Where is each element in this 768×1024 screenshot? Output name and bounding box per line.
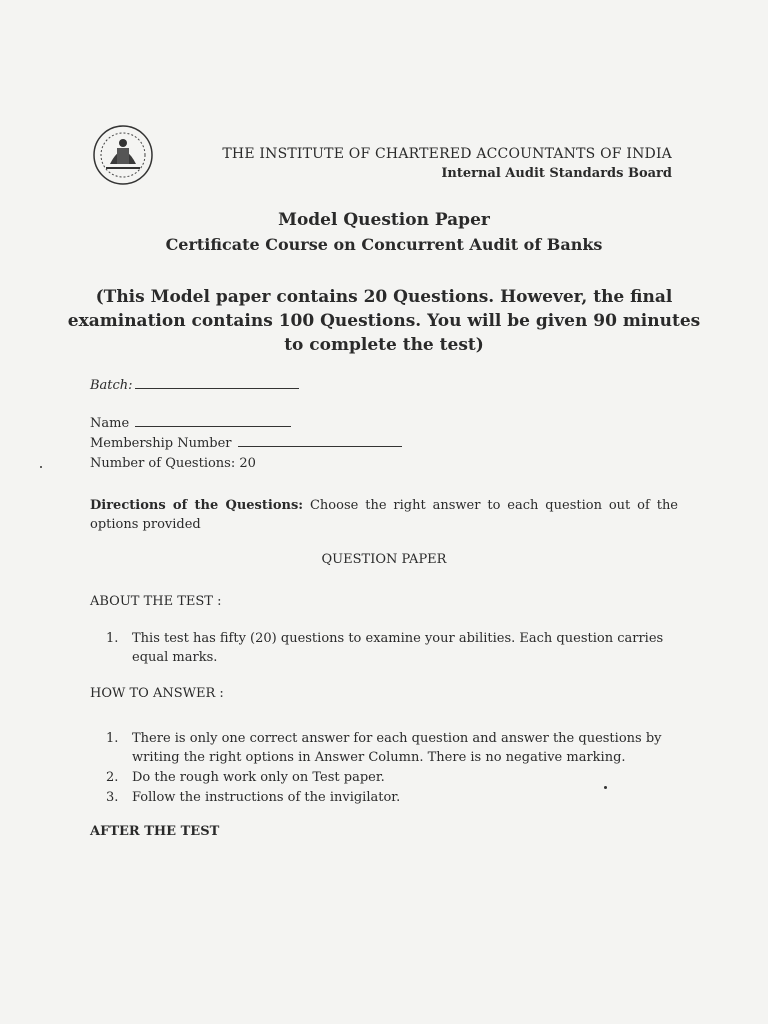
batch-field bbox=[90, 378, 299, 393]
about-heading: ABOUT THE TEST : bbox=[90, 594, 222, 609]
paper-title: Model Question Paper bbox=[278, 210, 490, 230]
institute-seal-icon bbox=[92, 124, 154, 186]
name-field bbox=[90, 416, 291, 431]
list-item bbox=[106, 788, 681, 807]
batch-label: Batch: bbox=[90, 378, 133, 393]
question-paper-heading: QUESTION PAPER bbox=[321, 552, 447, 567]
directions-label: Directions of the Questions: bbox=[90, 498, 304, 513]
institute-name: THE INSTITUTE OF CHARTERED ACCOUNTANTS OF INDIA bbox=[222, 146, 672, 162]
list-number: 2. bbox=[106, 770, 119, 785]
list-text: This test has fifty (20) questions to examine your abilities. Each question carries equal marks. bbox=[132, 631, 664, 665]
scan-speck bbox=[40, 466, 42, 468]
list-number: 3. bbox=[106, 790, 119, 805]
name-label: Name bbox=[90, 416, 130, 431]
board-name: Internal Audit Standards Board bbox=[441, 166, 672, 181]
batch-blank bbox=[135, 388, 299, 389]
list-item bbox=[106, 729, 681, 767]
list-number: 1. bbox=[106, 731, 119, 746]
name-blank bbox=[135, 426, 291, 427]
exam-note: (This Model paper contains 20 Questions. However, the final examination contains 100 Questions. You will be given 90 minutes to complete the test) bbox=[67, 287, 701, 355]
directions bbox=[90, 496, 678, 534]
course-title: Certificate Course on Concurrent Audit of Banks bbox=[165, 235, 603, 254]
about-list bbox=[106, 629, 681, 667]
after-heading: AFTER THE TEST bbox=[90, 824, 220, 839]
membership-label: Membership Number bbox=[90, 436, 232, 451]
membership-field bbox=[90, 436, 402, 451]
list-text: There is only one correct answer for each question and answer the questions by writing the right options in Answer Column. There is no negative marking. bbox=[132, 731, 662, 765]
how-heading: HOW TO ANSWER : bbox=[90, 686, 224, 701]
list-text: Follow the instructions of the invigilator. bbox=[132, 790, 401, 805]
membership-blank bbox=[238, 446, 402, 447]
directions-text: Choose the right answer to each question out of the options provided bbox=[90, 498, 679, 532]
list-item bbox=[106, 629, 681, 667]
how-list bbox=[106, 729, 681, 807]
scan-speck bbox=[604, 786, 607, 789]
list-number: 1. bbox=[106, 631, 119, 646]
list-item bbox=[106, 768, 681, 787]
list-text: Do the rough work only on Test paper. bbox=[132, 770, 385, 785]
number-of-questions: Number of Questions: 20 bbox=[90, 456, 256, 471]
